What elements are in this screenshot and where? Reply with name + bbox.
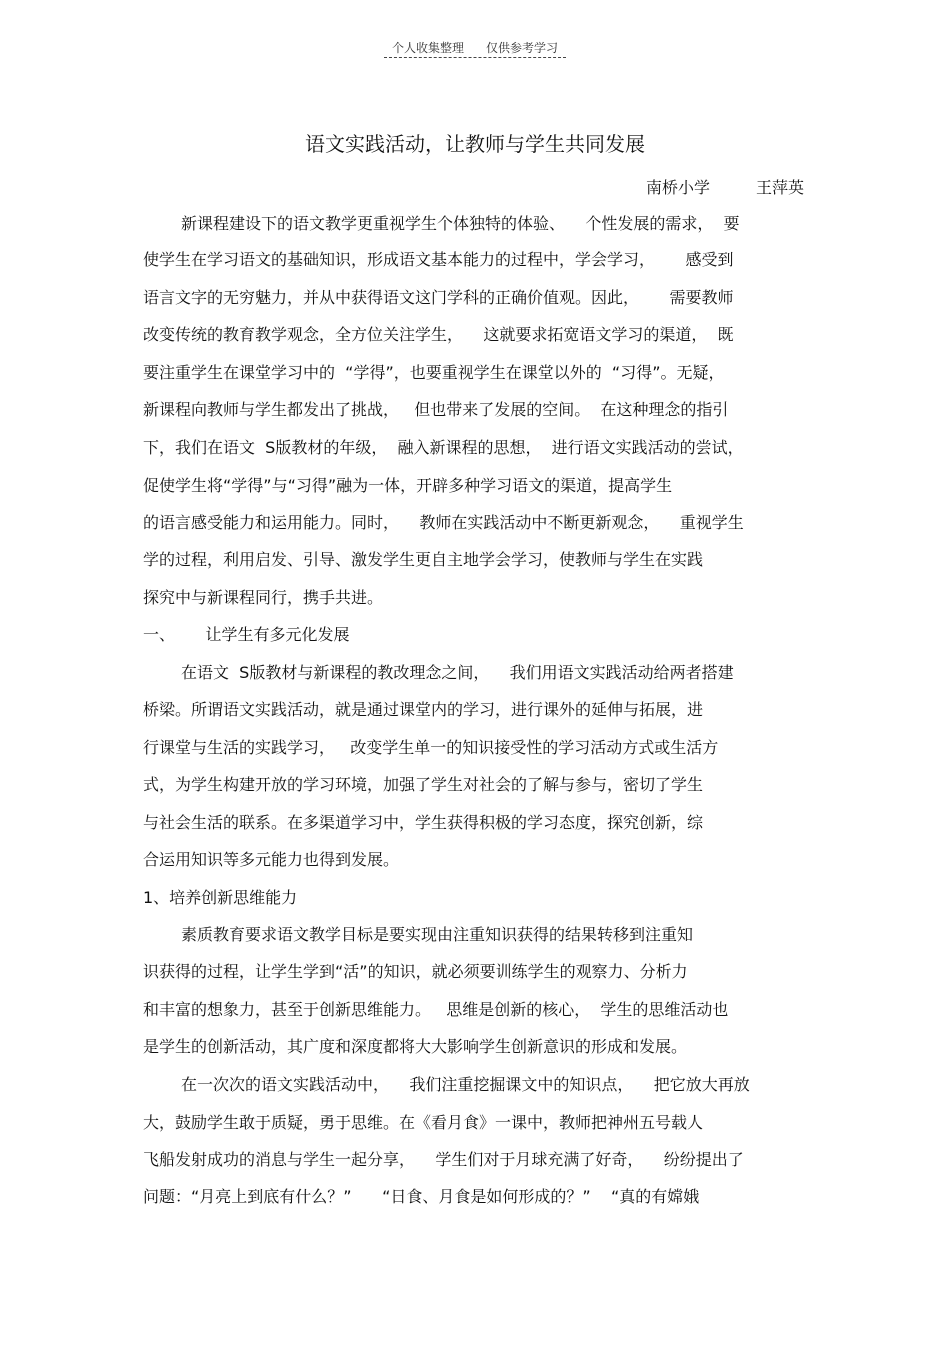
header-dashed-rule	[384, 57, 566, 58]
header-left-text: 个人收集整理	[391, 41, 464, 55]
body-line: 新课程向教师与学生都发出了挑战， 但也带来了发展的空间。 在这种理念的指引	[143, 400, 729, 419]
body-line: 和丰富的想象力，甚至于创新思维能力。 思维是创新的核心， 学生的思维活动也	[143, 1000, 729, 1019]
body-line: 在一次次的语文实践活动中， 我们注重挖掘课文中的知识点， 把它放大再放	[181, 1075, 750, 1094]
body-line: 素质教育要求语文教学目标是要实现由注重知识获得的结果转移到注重知	[181, 925, 694, 944]
subsection-heading: 1、培养创新思维能力	[143, 888, 298, 907]
author-name: 王萍英	[755, 178, 804, 197]
section-heading: 一、 让学生有多元化发展	[143, 625, 350, 644]
author-school: 南桥小学	[645, 178, 710, 197]
author-line	[646, 175, 804, 198]
page-header	[0, 39, 950, 56]
body-line: 识获得的过程，让学生学到“活”的知识，就必须要训练学生的观察力、分析力	[143, 962, 688, 981]
header-right-text: 仅供参考学习	[486, 41, 559, 55]
body-line: 与社会生活的联系。在多渠道学习中，学生获得积极的学习态度，探究创新，综	[143, 813, 704, 832]
body-line: 行课堂与生活的实践学习， 改变学生单一的知识接受性的学习活动方式或生活方	[143, 738, 719, 757]
body-line: 改变传统的教育教学观念，全方位关注学生， 这就要求拓宽语文学习的渠道， 既	[143, 325, 734, 344]
body-line: 语言文字的无穷魅力，并从中获得语文这门学科的正确价值观。因此， 需要教师	[143, 288, 734, 307]
body-line: 问题：“月亮上到底有什么？” “日食、月食是如何形成的？” “真的有嫦娥	[143, 1187, 700, 1206]
body-line: 新课程建设下的语文教学更重视学生个体独特的体验、 个性发展的需求， 要	[181, 214, 740, 233]
body-line: 合运用知识等多元能力也得到发展。	[143, 850, 400, 869]
body-line: 飞船发射成功的消息与学生一起分享， 学生们对于月球充满了好奇， 纷纷提出了	[143, 1150, 744, 1169]
body-line: 式，为学生构建开放的学习环境，加强了学生对社会的了解与参与，密切了学生	[143, 775, 704, 794]
body-line: 下，我们在语文 S版教材的年级， 融入新课程的思想， 进行语文实践活动的尝试，	[143, 438, 744, 457]
body-line: 探究中与新课程同行，携手共进。	[143, 588, 384, 607]
body-line: 的语言感受能力和运用能力。同时， 教师在实践活动中不断更新观念， 重视学生	[143, 513, 744, 532]
body-line: 要注重学生在课堂学习中的 “学得”，也要重视学生在课堂以外的 “习得”。无疑，	[143, 363, 725, 382]
body-line: 桥梁。所谓语文实践活动，就是通过课堂内的学习，进行课外的延伸与拓展，进	[143, 700, 704, 719]
body-line: 大，鼓励学生敢于质疑，勇于思维。在《看月食》一课中，教师把神州五号载人	[143, 1113, 704, 1132]
body-line: 是学生的创新活动，其广度和深度都将大大影响学生创新意识的形成和发展。	[143, 1037, 688, 1056]
body-line: 促使学生将“学得”与“习得”融为一体，开辟多种学习语文的渠道，提高学生	[143, 476, 673, 495]
body-line: 学的过程，利用启发、引导、激发学生更自主地学会学习，使教师与学生在实践	[143, 550, 704, 569]
document-title: 语文实践活动，让教师与学生共同发展	[305, 132, 645, 156]
body-line: 在语文 S版教材与新课程的教改理念之间， 我们用语文实践活动给两者搭建	[181, 663, 734, 682]
body-line: 使学生在学习语文的基础知识，形成语文基本能力的过程中，学会学习， 感受到	[143, 250, 734, 269]
